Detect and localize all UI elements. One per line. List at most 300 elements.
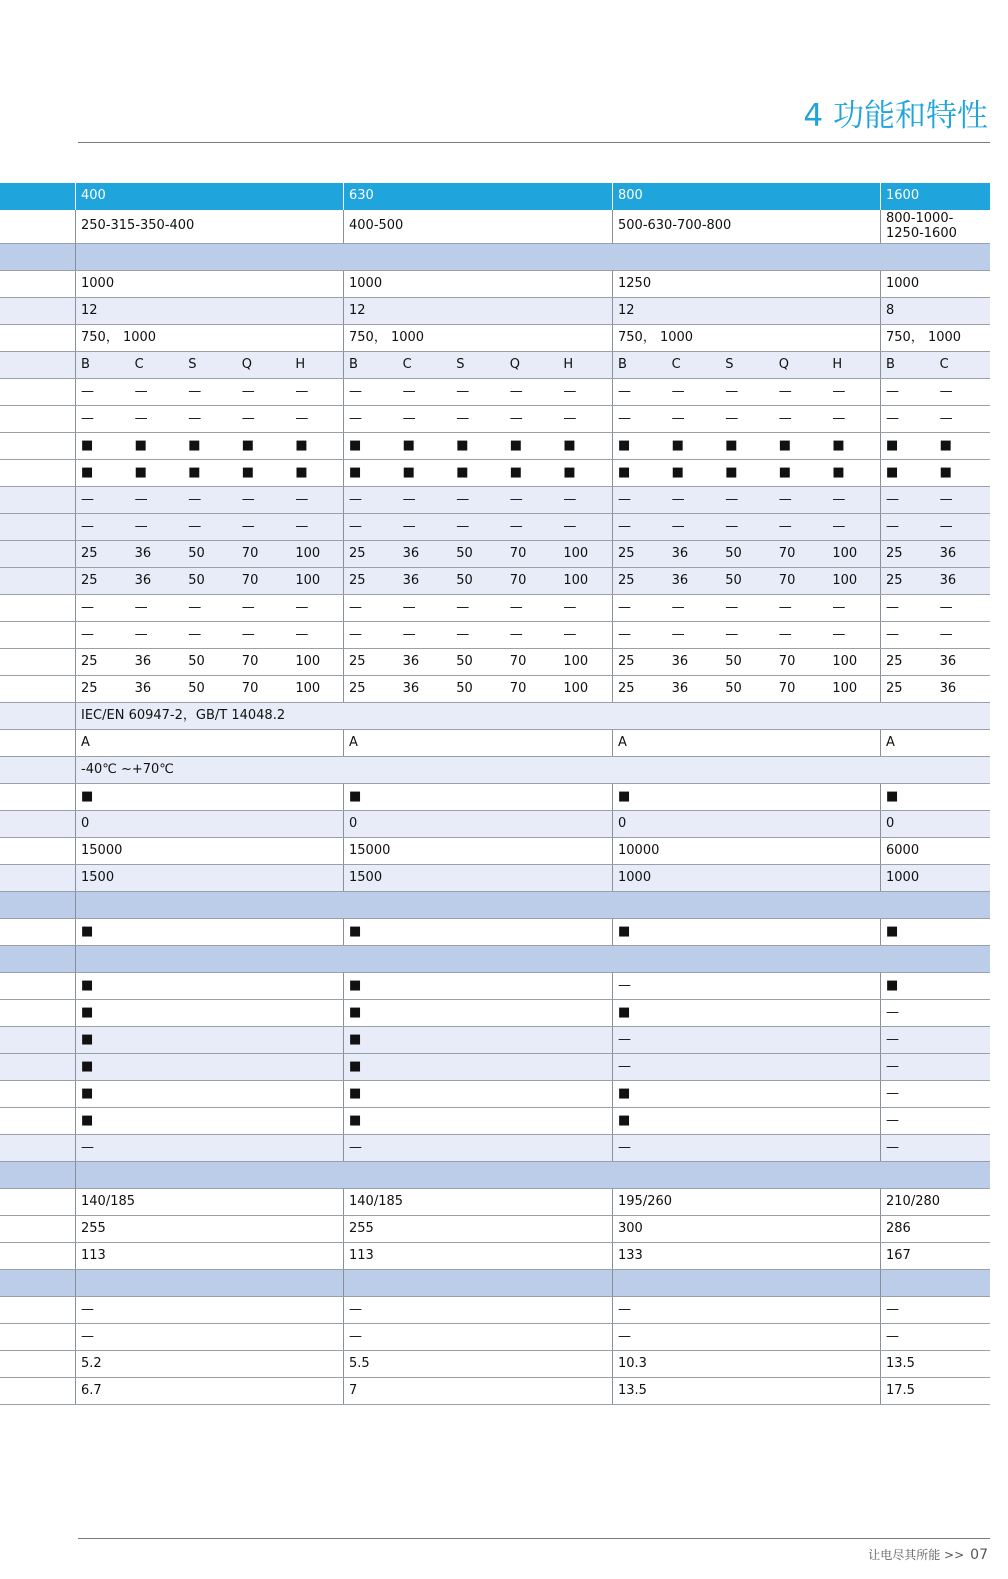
table-cell: — <box>778 599 792 615</box>
table-cell: B <box>81 356 90 372</box>
table-row <box>0 622 990 649</box>
table-cell: 7 <box>349 1382 358 1398</box>
table-cell: ■ <box>618 1085 631 1101</box>
table-cell: 17.5 <box>886 1382 915 1398</box>
table-cell: 500-630-700-800 <box>618 218 732 234</box>
table-cell: 25 <box>81 680 98 696</box>
table-cell: 100 <box>563 545 589 561</box>
table-cell: ■ <box>349 1085 362 1101</box>
table-row <box>0 352 990 379</box>
table-cell: 12 <box>349 302 366 318</box>
table-cell: — <box>134 599 148 615</box>
table-row <box>0 379 990 406</box>
table-row <box>0 649 990 676</box>
table-cell: ■ <box>832 437 845 453</box>
table-cell: 50 <box>456 653 473 669</box>
table-cell: 70 <box>509 680 527 696</box>
table-cell: — <box>349 410 362 426</box>
table-cell: — <box>295 626 309 642</box>
table-cell: 36 <box>939 545 957 561</box>
table-cell: ■ <box>295 437 308 453</box>
table-cell: — <box>295 383 309 399</box>
table-cell: 15000 <box>349 842 391 858</box>
table-cell: Q <box>778 356 790 372</box>
table-cell: — <box>241 518 255 534</box>
table-cell: 255 <box>81 1220 106 1236</box>
table-cell: — <box>81 518 94 534</box>
page-title: 4 功能和特性 <box>803 98 988 134</box>
table-cell: 36 <box>939 653 957 669</box>
table-cell: S <box>725 356 734 372</box>
column-divider <box>75 892 76 918</box>
table-cell: 140/185 <box>81 1193 136 1209</box>
table-cell: — <box>618 626 631 642</box>
table-cell: — <box>886 1328 899 1344</box>
table-row <box>0 1135 990 1162</box>
table-cell: — <box>241 599 255 615</box>
table-row <box>0 811 990 838</box>
page-number: 07 <box>970 1547 988 1563</box>
table-row <box>0 541 990 568</box>
table-cell: 50 <box>725 680 742 696</box>
table-cell: — <box>886 1301 899 1317</box>
table-cell: 25 <box>349 545 366 561</box>
table-cell: — <box>778 410 792 426</box>
table-cell: IEC/EN 60947-2，GB/T 14048.2 <box>81 707 286 723</box>
table-cell: — <box>886 599 899 615</box>
table-cell: ■ <box>618 923 631 939</box>
table-cell: 1000 <box>886 275 920 291</box>
table-cell: — <box>671 383 685 399</box>
table-cell: ■ <box>456 437 469 453</box>
table-cell: — <box>725 491 739 507</box>
table-cell: A <box>81 734 90 750</box>
table-cell <box>76 1270 343 1296</box>
table-cell: — <box>671 626 685 642</box>
table-cell: C <box>134 356 144 372</box>
table-cell: ■ <box>295 464 308 480</box>
table-cell: — <box>778 518 792 534</box>
table-cell: ■ <box>939 464 952 480</box>
table-row <box>0 1108 990 1135</box>
table-cell: 50 <box>188 545 205 561</box>
table-cell: S <box>188 356 197 372</box>
table-cell: ■ <box>886 437 899 453</box>
table-cell: 36 <box>402 545 420 561</box>
table-row <box>0 1000 990 1027</box>
table-row <box>0 1216 990 1243</box>
table-cell: 25 <box>349 680 366 696</box>
table-cell: ■ <box>618 437 631 453</box>
table-cell: 100 <box>563 572 589 588</box>
table-cell: 1000 <box>349 275 383 291</box>
table-cell: — <box>134 491 148 507</box>
table-cell: 25 <box>618 653 635 669</box>
table-cell: — <box>832 626 846 642</box>
table-cell: ■ <box>349 1004 362 1020</box>
table-cell: — <box>295 599 309 615</box>
table-cell: — <box>188 410 202 426</box>
table-cell: — <box>618 977 631 993</box>
table-cell: 6.7 <box>81 1382 102 1398</box>
table-cell: — <box>725 410 739 426</box>
table-cell: 25 <box>886 680 903 696</box>
table-cell: 100 <box>563 680 589 696</box>
table-cell: 70 <box>509 545 527 561</box>
table-row <box>0 514 990 541</box>
table-cell: — <box>81 491 94 507</box>
table-row <box>0 973 990 1000</box>
table-cell: 25 <box>618 572 635 588</box>
table-cell: — <box>81 383 94 399</box>
table-cell: C <box>671 356 681 372</box>
table-cell: — <box>241 626 255 642</box>
table-cell: ■ <box>81 1031 94 1047</box>
table-cell: 70 <box>778 545 796 561</box>
table-cell: 5.2 <box>81 1355 102 1371</box>
table-cell: ■ <box>618 1112 631 1128</box>
table-row <box>0 784 990 811</box>
table-cell: 750， 1000 <box>81 329 157 345</box>
table-cell: ■ <box>563 437 576 453</box>
table-cell: 750， 1000 <box>349 329 425 345</box>
table-cell: — <box>81 410 94 426</box>
table-cell: 750， 1000 <box>618 329 694 345</box>
table-cell: — <box>886 1031 899 1047</box>
table-cell: — <box>725 383 739 399</box>
table-cell: — <box>939 491 953 507</box>
table-cell: ■ <box>886 923 899 939</box>
table-cell: — <box>563 599 577 615</box>
table-cell: — <box>886 1112 899 1128</box>
table-cell: — <box>295 491 309 507</box>
table-cell: 70 <box>778 653 796 669</box>
table-cell: ■ <box>618 1004 631 1020</box>
table-cell: 400 <box>81 188 106 204</box>
table-cell: ■ <box>188 464 201 480</box>
column-divider <box>75 244 76 270</box>
table-cell: — <box>886 1085 899 1101</box>
table-cell: ■ <box>563 464 576 480</box>
table-cell: — <box>671 599 685 615</box>
table-cell: — <box>456 518 470 534</box>
table-row <box>0 325 990 352</box>
table-cell: ■ <box>81 977 94 993</box>
table-cell <box>881 1270 990 1296</box>
table-cell: 50 <box>188 572 205 588</box>
table-row <box>0 919 990 946</box>
table-row <box>0 271 990 298</box>
table-cell: H <box>832 356 843 372</box>
table-cell: — <box>509 410 523 426</box>
table-section-row <box>0 892 990 919</box>
table-cell: ■ <box>81 464 94 480</box>
table-cell: — <box>671 491 685 507</box>
table-cell: — <box>509 383 523 399</box>
table-cell: — <box>295 518 309 534</box>
table-cell: — <box>349 1328 362 1344</box>
table-cell: 36 <box>939 572 957 588</box>
top-divider <box>78 142 990 143</box>
table-cell: — <box>939 518 953 534</box>
table-cell: — <box>563 626 577 642</box>
table-cell: — <box>188 491 202 507</box>
table-cell: — <box>456 383 470 399</box>
table-cell: — <box>509 626 523 642</box>
table-cell: — <box>134 518 148 534</box>
table-cell: — <box>349 599 362 615</box>
table-cell: — <box>402 599 416 615</box>
table-cell: 50 <box>456 572 473 588</box>
table-cell: — <box>349 1139 362 1155</box>
table-row <box>0 703 990 730</box>
table-cell: B <box>618 356 627 372</box>
table-cell: ■ <box>349 977 362 993</box>
table-cell: — <box>563 410 577 426</box>
table-cell: — <box>778 383 792 399</box>
table-cell: — <box>509 518 523 534</box>
table-cell: — <box>81 599 94 615</box>
table-row <box>0 1243 990 1270</box>
table-cell <box>613 1270 880 1296</box>
table-cell: — <box>349 491 362 507</box>
table-section-row <box>0 1270 990 1297</box>
table-cell: 36 <box>671 572 689 588</box>
table-cell: 13.5 <box>886 1355 915 1371</box>
table-cell: 25 <box>81 572 98 588</box>
table-cell: — <box>188 383 202 399</box>
table-cell: — <box>81 1301 94 1317</box>
table-cell: — <box>725 518 739 534</box>
table-cell: ■ <box>778 437 792 453</box>
table-cell: 70 <box>241 572 259 588</box>
table-row <box>0 1027 990 1054</box>
footer <box>868 1546 988 1563</box>
table-cell: — <box>939 410 953 426</box>
table-cell: ■ <box>402 464 415 480</box>
table-cell: 750， 1000 <box>886 329 962 345</box>
table-cell: — <box>81 1139 94 1155</box>
table-cell: 25 <box>886 653 903 669</box>
table-cell: 100 <box>832 653 858 669</box>
table-cell: 167 <box>886 1247 911 1263</box>
table-cell: — <box>349 383 362 399</box>
table-cell: 25 <box>618 545 635 561</box>
table-cell: ■ <box>81 1112 94 1128</box>
table-cell: ■ <box>349 1058 362 1074</box>
table-cell: — <box>886 491 899 507</box>
table-row <box>0 757 990 784</box>
table-cell: ■ <box>349 437 362 453</box>
table-cell: — <box>402 410 416 426</box>
table-cell: ■ <box>81 788 94 804</box>
table-cell: — <box>618 599 631 615</box>
table-cell: Q <box>509 356 521 372</box>
table-cell: — <box>832 410 846 426</box>
table-cell: ■ <box>81 1058 94 1074</box>
column-divider <box>75 946 76 972</box>
table-cell: 210/280 <box>886 1193 941 1209</box>
table-cell: Q <box>241 356 253 372</box>
table-row <box>0 865 990 892</box>
table-cell: — <box>832 491 846 507</box>
table-cell: 1000 <box>886 869 920 885</box>
table-cell: — <box>886 1058 899 1074</box>
table-cell: C <box>402 356 412 372</box>
table-cell: 100 <box>295 572 321 588</box>
table-cell: 25 <box>349 653 366 669</box>
table-cell: C <box>939 356 949 372</box>
table-cell: 36 <box>402 680 420 696</box>
table-cell: — <box>456 599 470 615</box>
table-cell: — <box>134 626 148 642</box>
table-cell: — <box>563 383 577 399</box>
table-cell: 400-500 <box>349 218 404 234</box>
table-cell: — <box>295 410 309 426</box>
table-cell: — <box>402 626 416 642</box>
table-cell: — <box>618 1328 631 1344</box>
table-cell: ■ <box>349 923 362 939</box>
table-cell: 25 <box>618 680 635 696</box>
table-row <box>0 838 990 865</box>
table-cell: — <box>671 518 685 534</box>
table-cell: ■ <box>671 437 684 453</box>
footer-slogan: 让电尽其所能 >> <box>868 1548 965 1562</box>
table-cell: 36 <box>671 653 689 669</box>
table-cell: ■ <box>402 437 415 453</box>
table-cell: ■ <box>618 788 631 804</box>
table-row <box>0 210 990 244</box>
table-cell: ■ <box>241 437 255 453</box>
table-cell: A <box>618 734 627 750</box>
table-cell: — <box>349 518 362 534</box>
table-cell: ■ <box>778 464 792 480</box>
table-cell: 36 <box>671 680 689 696</box>
table-cell: ■ <box>81 1004 94 1020</box>
column-divider <box>75 1162 76 1188</box>
table-cell: 25 <box>81 653 98 669</box>
table-cell: 113 <box>349 1247 374 1263</box>
table-cell <box>344 1270 612 1296</box>
table-cell: — <box>188 518 202 534</box>
table-cell: 70 <box>509 653 527 669</box>
table-cell: 1250 <box>618 275 652 291</box>
table-cell: — <box>241 383 255 399</box>
table-cell: 0 <box>618 815 627 831</box>
table-cell: 1000 <box>81 275 115 291</box>
table-cell: 10000 <box>618 842 660 858</box>
table-cell: — <box>563 518 577 534</box>
table-row <box>0 1081 990 1108</box>
table-cell: 100 <box>832 545 858 561</box>
table-cell: 0 <box>349 815 358 831</box>
table-cell: — <box>939 626 953 642</box>
table-cell: — <box>832 383 846 399</box>
table-section-row <box>0 1162 990 1189</box>
table-cell: 25 <box>81 545 98 561</box>
table-cell: 140/185 <box>349 1193 404 1209</box>
table-cell: 100 <box>295 653 321 669</box>
table-cell: 800-1000- 1250-1600 <box>886 210 957 241</box>
table-cell: ■ <box>618 464 631 480</box>
table-cell: 286 <box>886 1220 911 1236</box>
table-cell: ■ <box>81 923 94 939</box>
table-cell: 36 <box>402 653 420 669</box>
table-cell: ■ <box>456 464 469 480</box>
table-cell: ■ <box>725 437 738 453</box>
table-cell: ■ <box>671 464 684 480</box>
table-cell: — <box>349 1301 362 1317</box>
table-cell: B <box>349 356 358 372</box>
table-cell: — <box>402 383 416 399</box>
table-cell: ■ <box>81 1085 94 1101</box>
table-cell: 36 <box>134 653 152 669</box>
table-cell: 1000 <box>618 869 652 885</box>
table-cell: S <box>456 356 465 372</box>
table-cell: -40℃ ~+70℃ <box>81 761 174 777</box>
table-cell: 36 <box>134 680 152 696</box>
table-cell: — <box>886 1004 899 1020</box>
table-row <box>0 1054 990 1081</box>
table-cell: 10.3 <box>618 1355 647 1371</box>
table-cell: 1500 <box>349 869 383 885</box>
table-cell: 1500 <box>81 869 115 885</box>
table-cell: 195/260 <box>618 1193 673 1209</box>
table-cell: 25 <box>886 572 903 588</box>
table-cell: — <box>939 383 953 399</box>
table-row <box>0 406 990 433</box>
table-cell: ■ <box>886 977 899 993</box>
table-cell: 100 <box>832 572 858 588</box>
table-row <box>0 676 990 703</box>
table-cell: 113 <box>81 1247 106 1263</box>
table-cell: 100 <box>295 680 321 696</box>
table-cell: 0 <box>81 815 90 831</box>
table-cell: — <box>563 491 577 507</box>
table-cell: — <box>81 626 94 642</box>
table-row <box>0 1189 990 1216</box>
table-cell: — <box>886 410 899 426</box>
bottom-divider <box>78 1538 990 1539</box>
table-cell: 50 <box>188 653 205 669</box>
table-cell: 100 <box>563 653 589 669</box>
table-cell: ■ <box>241 464 255 480</box>
table-cell: ■ <box>509 437 523 453</box>
table-row <box>0 1378 990 1405</box>
table-cell: 36 <box>134 545 152 561</box>
table-section-row <box>0 946 990 973</box>
table-cell: 25 <box>349 572 366 588</box>
table-cell: 70 <box>509 572 527 588</box>
table-cell: ■ <box>939 437 952 453</box>
table-row <box>0 460 990 487</box>
table-cell: — <box>886 1139 899 1155</box>
table-cell: 250-315-350-400 <box>81 218 195 234</box>
table-cell: H <box>295 356 306 372</box>
table-cell: 25 <box>886 545 903 561</box>
table-cell: 36 <box>134 572 152 588</box>
table-cell: ■ <box>349 1031 362 1047</box>
table-cell: 15000 <box>81 842 123 858</box>
table-cell: B <box>886 356 895 372</box>
table-cell: — <box>241 410 255 426</box>
table-cell: — <box>832 599 846 615</box>
table-cell: — <box>188 599 202 615</box>
table-cell: — <box>618 1139 631 1155</box>
table-row <box>0 730 990 757</box>
table-cell: — <box>134 383 148 399</box>
table-cell: — <box>618 518 631 534</box>
